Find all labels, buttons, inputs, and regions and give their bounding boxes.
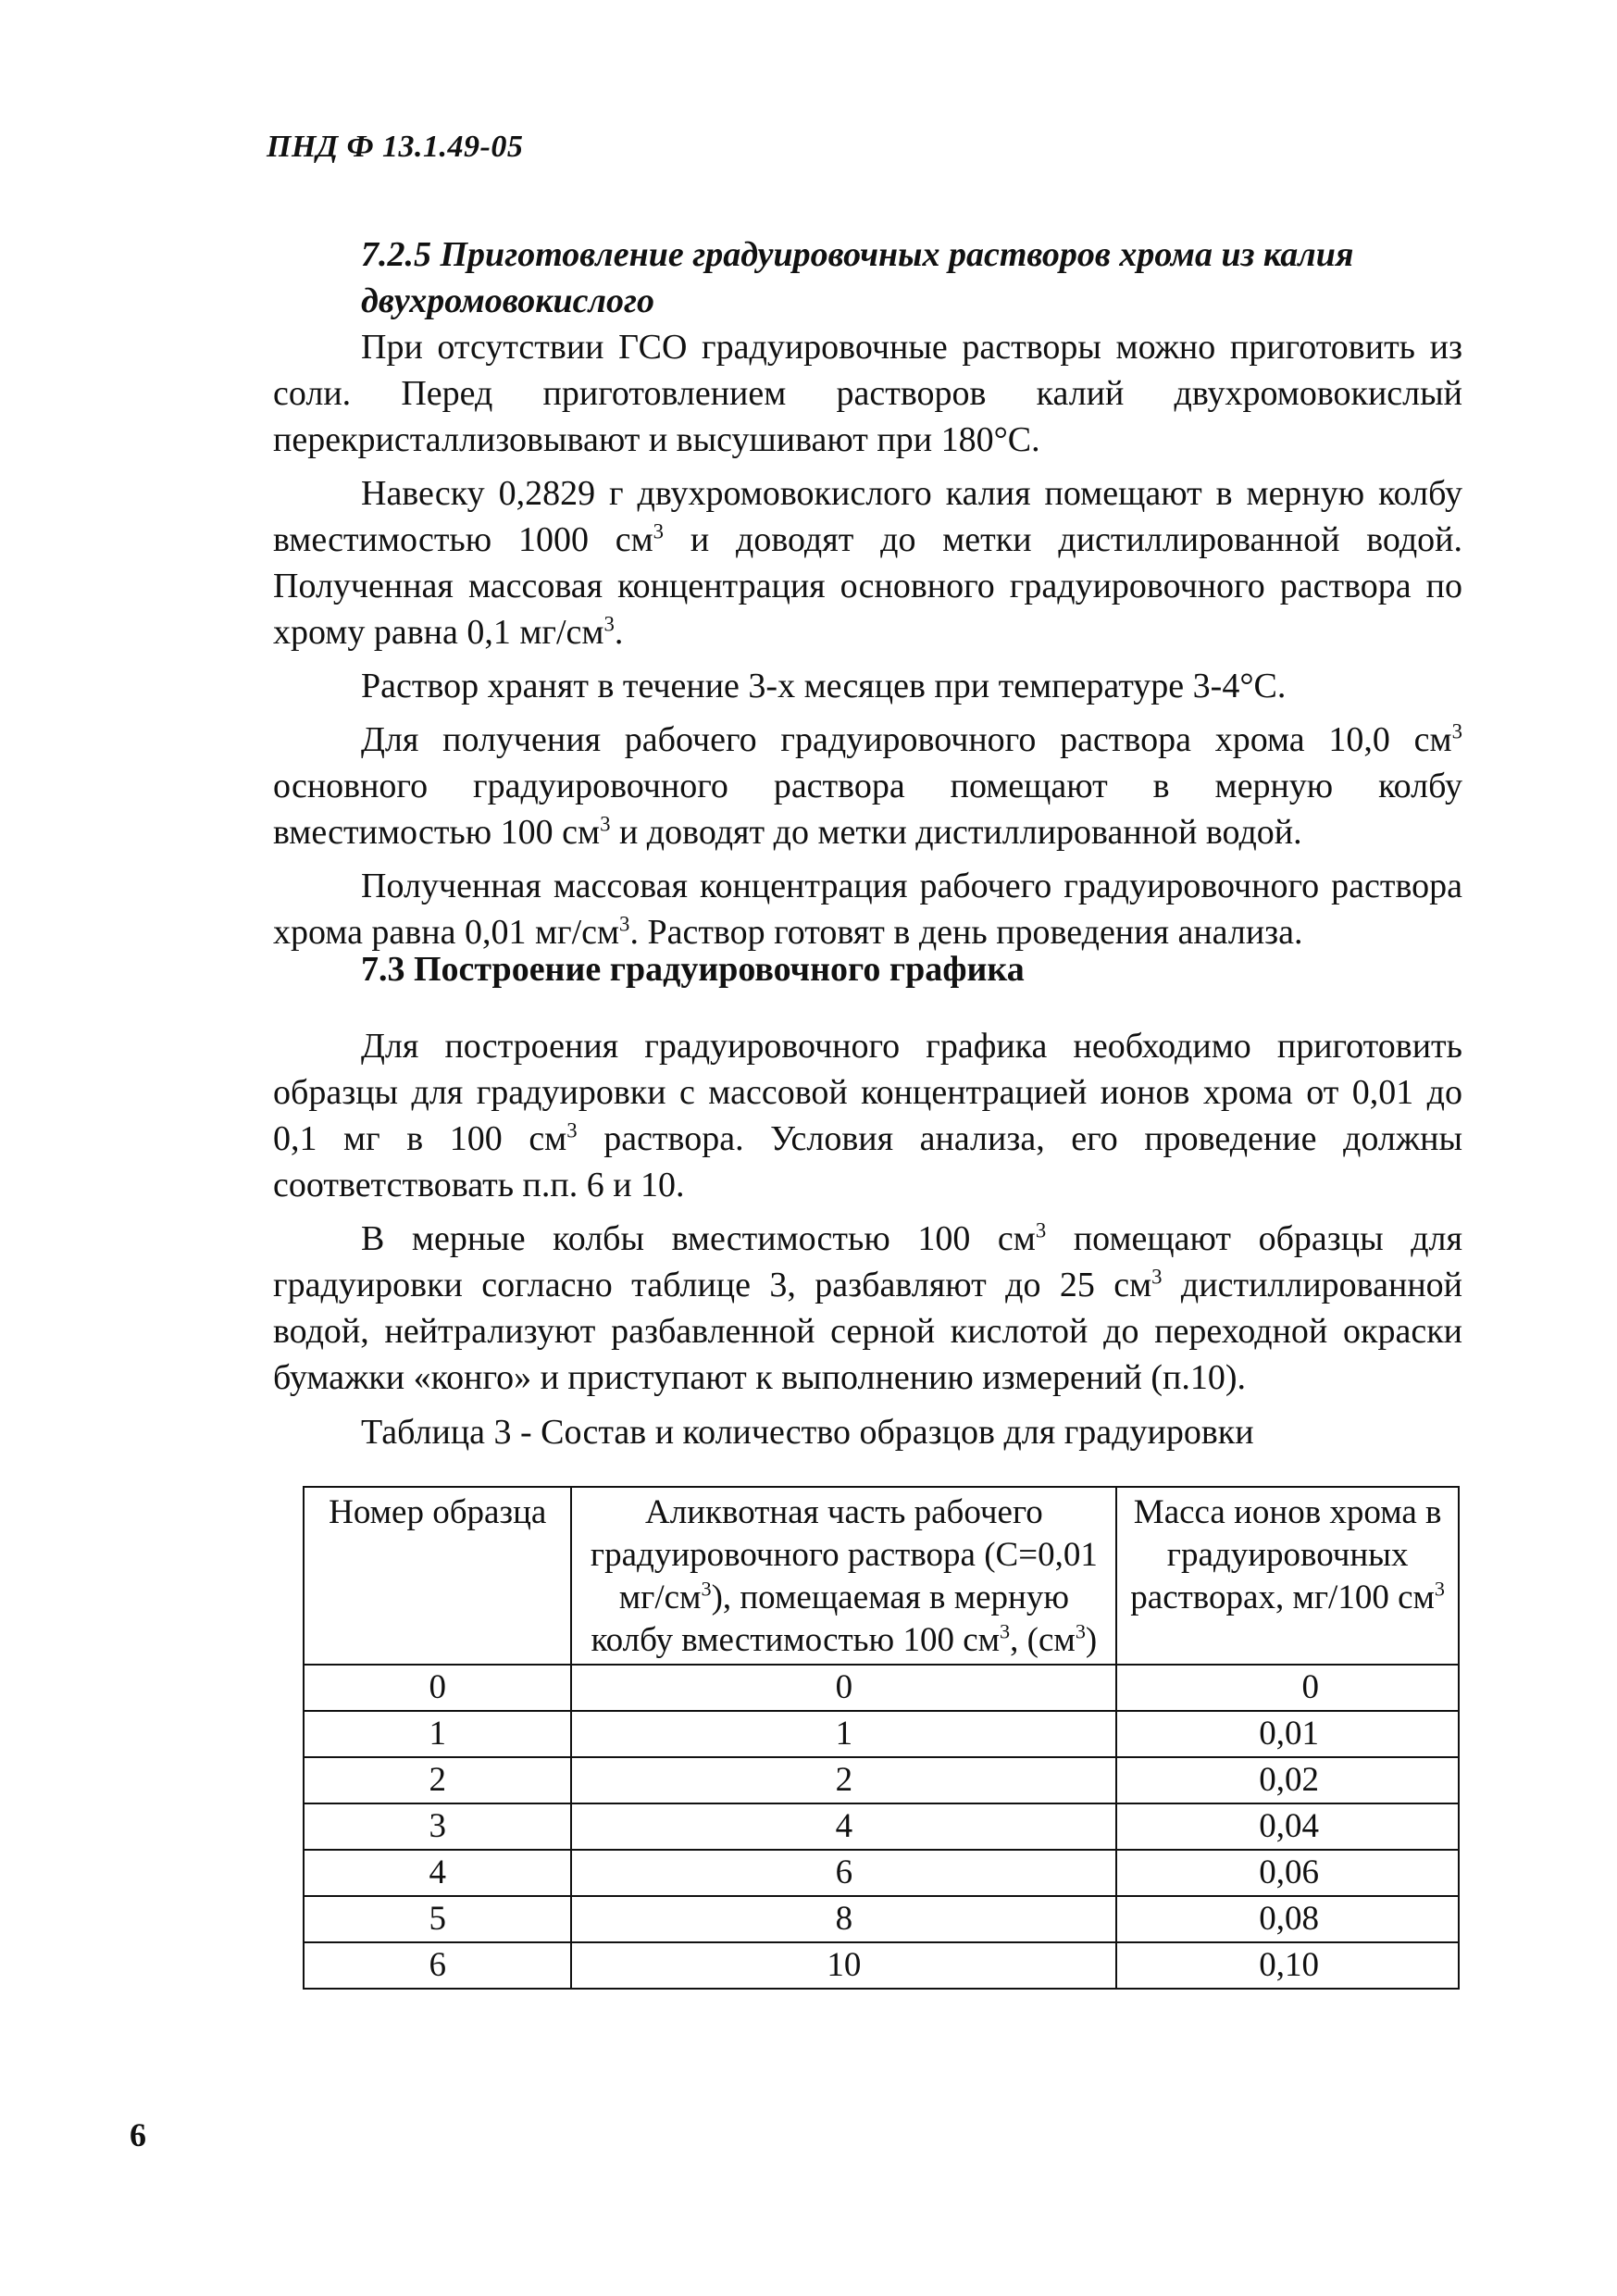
paragraph-text: помещают образцы для градуировки согласно таблице 3, разбавляют до 25 см xyxy=(273,1219,1463,1304)
cell-number: 2 xyxy=(304,1757,571,1803)
header-text: Аликвотная часть рабочего градуировочного раствора (С=0,01 мг/см xyxy=(590,1493,1098,1616)
superscript: 3 xyxy=(1451,719,1462,743)
superscript: 3 xyxy=(653,519,665,543)
calibration-samples-table xyxy=(303,1486,1460,1990)
section-725-body xyxy=(273,324,1462,955)
cell-mass: 0,10 xyxy=(1116,1942,1459,1989)
header-text: Масса ионов хрома в градуировочных растворах, мг/100 см xyxy=(1130,1493,1442,1616)
paragraph xyxy=(273,470,1462,655)
cell-aliquot: 6 xyxy=(571,1850,1116,1896)
paragraph-text: При отсутствии ГСО градуировочные растворы можно приготовить из соли. Перед приготовлением растворов калий двухромовокислый перекристаллизовывают и высушивают при 180°С. xyxy=(273,328,1462,459)
table-row xyxy=(304,1757,1459,1803)
paragraph-text: Для построения градуировочного графика необходимо приготовить образцы для градуировки с массовой концентрацией ионов хрома от 0,01 до 0,1 мг в 100 см xyxy=(273,1027,1462,1158)
cell-aliquot: 1 xyxy=(571,1711,1116,1757)
paragraph xyxy=(273,663,1462,709)
header-text: , (см xyxy=(1010,1621,1076,1659)
paragraph-text: Раствор хранят в течение 3-х месяцев при температуре 3-4°С. xyxy=(361,667,1287,705)
paragraph-text: Для получения рабочего градуировочного раствора хрома 10,0 см xyxy=(361,720,1452,759)
superscript: 3 xyxy=(566,1118,578,1142)
cell-mass: 0 xyxy=(1116,1665,1459,1711)
table-row xyxy=(304,1711,1459,1757)
table-caption: Таблица 3 - Состав и количество образцов для градуировки xyxy=(361,1413,1254,1452)
cell-number: 0 xyxy=(304,1665,571,1711)
header-aliquot xyxy=(571,1487,1116,1665)
section-725-title: 7.2.5 Приготовление градуировочных растворов хрома из калия двухромовокислого xyxy=(361,235,1354,320)
header-text: ), помещаемая в мерную колбу вместимостью 100 см xyxy=(591,1578,1070,1659)
superscript: 3 xyxy=(1000,1619,1011,1643)
section-73-title: 7.3 Построение градуировочного графика xyxy=(361,950,1025,989)
table-row xyxy=(304,1942,1459,1989)
superscript: 3 xyxy=(1075,1619,1086,1643)
superscript: 3 xyxy=(619,912,630,936)
header-text: ) xyxy=(1085,1621,1098,1659)
header-text: Номер образца xyxy=(329,1493,547,1531)
paragraph-text: и доводят до метки дистиллированной водой. Полученная массовая концентрация основного градуировочного раствора по хрому равна 0,1 мг/см xyxy=(273,520,1462,652)
header-mass xyxy=(1116,1487,1459,1665)
paragraph-text: Навеску 0,2829 г двухромовокислого калия помещают в мерную колбу вместимостью 1000 см xyxy=(273,474,1462,559)
section-73-body xyxy=(273,1023,1462,1401)
cell-aliquot: 10 xyxy=(571,1942,1116,1989)
paragraph xyxy=(273,1023,1462,1208)
cell-mass: 0,04 xyxy=(1116,1803,1459,1850)
superscript: 3 xyxy=(1434,1577,1446,1601)
superscript: 3 xyxy=(600,812,611,836)
table-header-row xyxy=(304,1487,1459,1665)
superscript: 3 xyxy=(603,612,615,636)
paragraph xyxy=(273,863,1462,955)
superscript: 3 xyxy=(1151,1265,1163,1289)
table-row xyxy=(304,1896,1459,1942)
cell-number: 4 xyxy=(304,1850,571,1896)
cell-number: 3 xyxy=(304,1803,571,1850)
paragraph-text: . Раствор готовят в день проведения анализа. xyxy=(629,913,1303,952)
cell-aliquot: 0 xyxy=(571,1665,1116,1711)
paragraph-text: дистиллированной водой, нейтрализуют разбавленной серной кислотой до переходной окраски бумажки «конго» и приступают к выполнению измерений (п.10). xyxy=(273,1266,1462,1397)
table-row xyxy=(304,1850,1459,1896)
cell-mass: 0,06 xyxy=(1116,1850,1459,1896)
table-row xyxy=(304,1803,1459,1850)
document-code: ПНД Ф 13.1.49-05 xyxy=(267,130,524,164)
cell-mass: 0,08 xyxy=(1116,1896,1459,1942)
paragraph-text: и доводят до метки дистиллированной водой. xyxy=(610,813,1302,852)
cell-number: 5 xyxy=(304,1896,571,1942)
superscript: 3 xyxy=(701,1577,712,1601)
cell-mass: 0,02 xyxy=(1116,1757,1459,1803)
cell-number: 1 xyxy=(304,1711,571,1757)
paragraph xyxy=(273,717,1462,855)
paragraph-text: раствора. Условия анализа, его проведение должны соответствовать п.п. 6 и 10. xyxy=(273,1119,1462,1204)
paragraph xyxy=(273,1216,1462,1401)
cell-mass: 0,01 xyxy=(1116,1711,1459,1757)
cell-aliquot: 8 xyxy=(571,1896,1116,1942)
cell-number: 6 xyxy=(304,1942,571,1989)
page-number: 6 xyxy=(130,2116,146,2153)
superscript: 3 xyxy=(1035,1218,1047,1242)
paragraph-text: . xyxy=(614,613,624,652)
header-sample-number xyxy=(304,1487,571,1665)
cell-aliquot: 4 xyxy=(571,1803,1116,1850)
cell-aliquot: 2 xyxy=(571,1757,1116,1803)
table-row xyxy=(304,1665,1459,1711)
paragraph-text: Полученная массовая концентрация рабочего градуировочного раствора хрома равна 0,01 мг/см xyxy=(273,867,1462,952)
paragraph-text: основного градуировочного раствора помещают в мерную колбу вместимостью 100 см xyxy=(273,767,1462,852)
paragraph xyxy=(273,324,1462,463)
paragraph-text: В мерные колбы вместимостью 100 см xyxy=(361,1219,1036,1258)
